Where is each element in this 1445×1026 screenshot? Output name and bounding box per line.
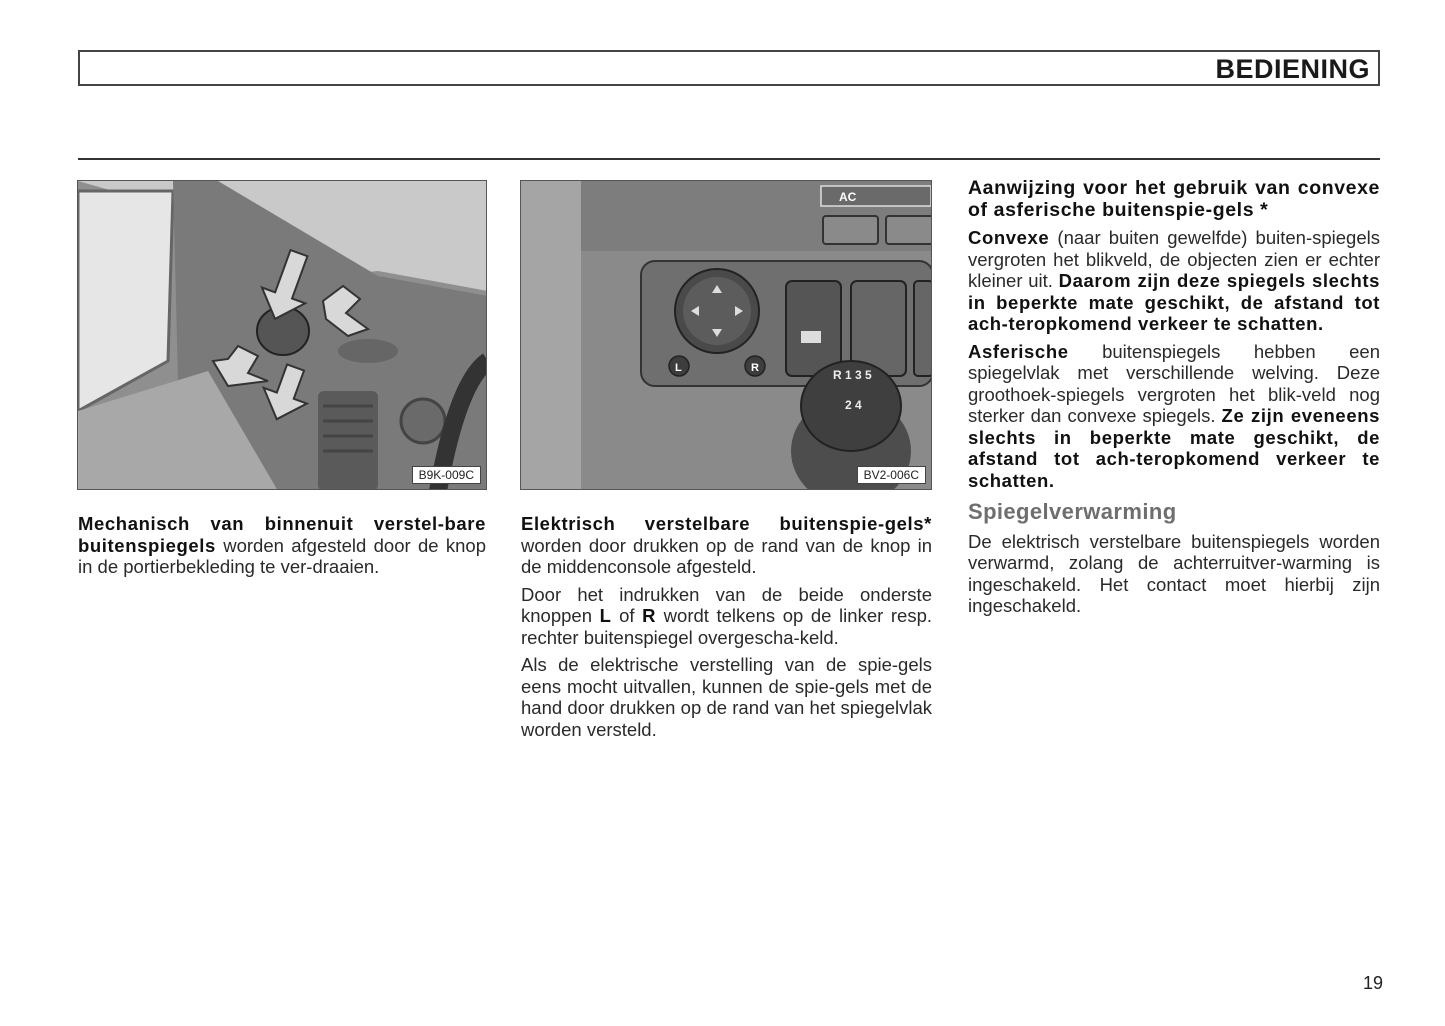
body-text: of bbox=[611, 605, 643, 626]
section-heading-convex: Aanwijzing voor het gebruik van convexe of asferische buitenspie-gels * bbox=[968, 177, 1380, 221]
body-text: (naar buiten gewelfde) buiten-spiegels vergroten het blikveld, de objecten zien er echter kleiner uit. bbox=[968, 227, 1380, 291]
key-r: R bbox=[642, 605, 657, 626]
body-text: worden door drukken op de rand van de knop in de middenconsole afgesteld. bbox=[521, 534, 932, 577]
switch-r-label: R bbox=[751, 362, 759, 374]
header-box bbox=[78, 50, 1380, 86]
figure-mirror-knob bbox=[77, 180, 487, 490]
warning-text: Ze zijn eveneens slechts in beperkte mate geschikt, de afstand tot ach-teropkomend verkeer te schatten. bbox=[968, 405, 1381, 491]
page-title: BEDIENING bbox=[1215, 54, 1370, 84]
mirror-heat-icon bbox=[801, 331, 821, 343]
joystick-icon bbox=[675, 269, 759, 353]
body-text: worden afgesteld door de knop in de portierbekleding te ver-draaien. bbox=[78, 534, 486, 577]
switch-l-label: L bbox=[675, 362, 682, 374]
body-text: wordt telkens op de linker resp. rechter buitenspiegel overgescha-keld. bbox=[521, 605, 932, 648]
paragraph-lr-buttons bbox=[521, 584, 932, 649]
body-text: Door het indrukken van de beide onderste knoppen bbox=[521, 583, 932, 626]
paragraph-manual: Als de elektrische verstelling van de spie-gels eens mocht uitvallen, kunnen de spie-gels met de hand door drukken op de rand van het spiegelvlak worden versteld. bbox=[521, 654, 932, 740]
page-number: 19 bbox=[1362, 973, 1383, 993]
column-right bbox=[968, 178, 1380, 623]
mirror-knob-illustration bbox=[78, 181, 487, 490]
column-middle bbox=[521, 513, 932, 746]
figure-label: BV2-006C bbox=[857, 466, 926, 484]
warning-text: Daarom zijn deze spiegels slechts in beperkte mate geschikt, de afstand tot ach-teropkomend verkeer te schatten. bbox=[968, 270, 1380, 334]
gear-bottom-label: 2 4 bbox=[845, 398, 862, 412]
divider bbox=[78, 158, 1380, 160]
key-l: L bbox=[599, 605, 612, 626]
paragraph-aspheric bbox=[968, 341, 1380, 492]
ac-label: AC bbox=[839, 190, 857, 204]
figure-label: B9K-009C bbox=[412, 466, 481, 484]
bold-term: Elektrisch verstelbare buitenspie-gels* bbox=[521, 513, 932, 534]
bold-term: Mechanisch van binnenuit verstel-bare buitenspiegels bbox=[78, 513, 486, 556]
column-left bbox=[78, 513, 486, 584]
mirror-switch-illustration bbox=[521, 181, 932, 490]
bold-term: Convexe bbox=[968, 227, 1050, 248]
body-text: buitenspiegels hebben een spiegelvlak met verschillende welving. Deze groothoek-spiegels vergroten het blik-veld nog sterker dan convexe spiegels. bbox=[968, 340, 1380, 426]
figure-mirror-switch bbox=[520, 180, 932, 490]
gear-top-label: R 1 3 5 bbox=[833, 368, 872, 382]
paragraph-convex bbox=[968, 227, 1380, 335]
paragraph-heating: De elektrisch verstelbare buitenspiegels worden verwarmd, zolang de achterruitver-warming is ingeschakeld. Het contact moet hierbij zijn ingeschakeld. bbox=[968, 530, 1380, 616]
bold-term: Asferische bbox=[968, 340, 1069, 362]
section-heading-heating: Spiegelverwarming bbox=[968, 499, 1177, 524]
paragraph-electric bbox=[521, 513, 932, 578]
paragraph-mechanical bbox=[78, 513, 486, 578]
